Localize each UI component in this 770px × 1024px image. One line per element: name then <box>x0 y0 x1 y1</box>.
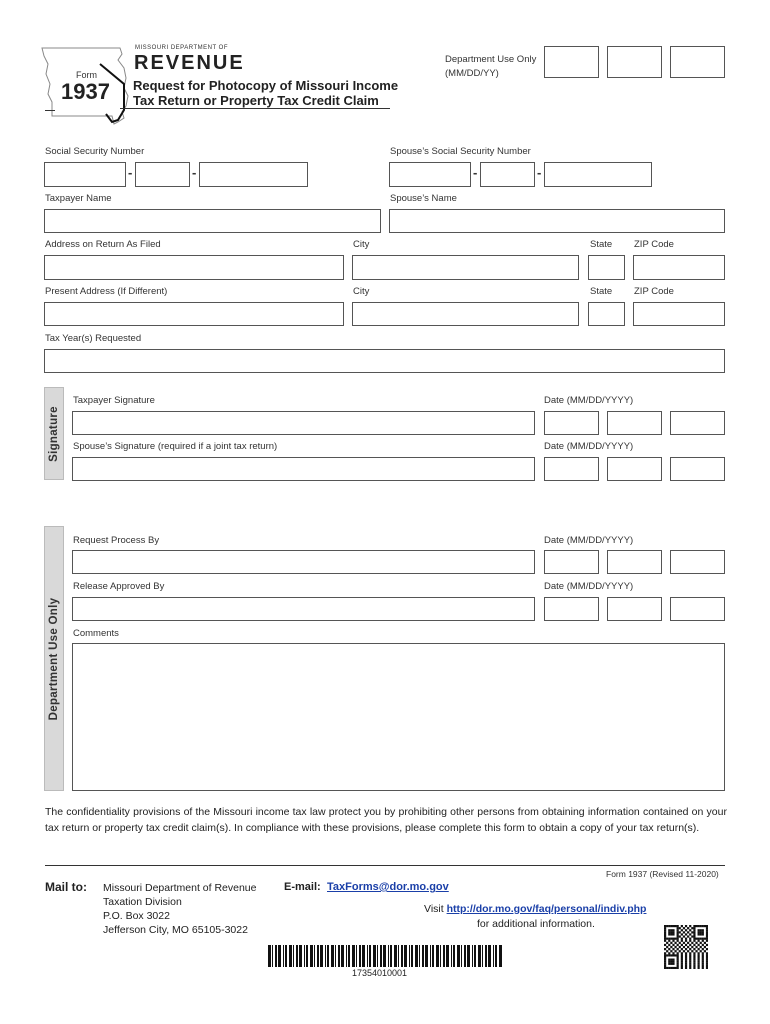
taxpayer-sig-date-label: Date (MM/DD/YYYY) <box>544 395 634 406</box>
ssn-label: Social Security Number <box>45 146 145 157</box>
dept-use-only-label: Department Use Only <box>445 54 537 65</box>
taxpayer-sig-year[interactable] <box>670 411 725 435</box>
present-zip-input[interactable] <box>633 302 725 326</box>
request-process-date-label: Date (MM/DD/YYYY) <box>544 535 634 546</box>
release-approved-day[interactable] <box>607 597 662 621</box>
spouse-signature-input[interactable] <box>72 457 535 481</box>
spouse-ssn-part3[interactable] <box>544 162 652 187</box>
spouse-ssn-part2[interactable] <box>480 162 535 187</box>
state-label: State <box>590 239 613 250</box>
confidentiality-notice: The confidentiality provisions of the Missouri income tax law protect you by prohibiting other persons from obtaining information contained on your tax return or property tax credit claim(s). In compliance with these provisions, please complete this form to obtain a copy of your tax return(s). <box>45 806 727 834</box>
barcode-number: 17354010001 <box>352 968 408 978</box>
visit-line <box>424 903 646 915</box>
visit-url-link[interactable]: http://dor.mo.gov/faq/personal/indiv.php <box>446 903 647 915</box>
release-approved-month[interactable] <box>544 597 599 621</box>
state-input[interactable] <box>588 255 625 280</box>
release-approved-input[interactable] <box>72 597 535 621</box>
tax-years-input[interactable] <box>44 349 725 373</box>
dept-date-year[interactable] <box>670 46 725 78</box>
city-input[interactable] <box>352 255 579 280</box>
mail-address-line: P.O. Box 3022 <box>103 910 170 922</box>
release-approved-year[interactable] <box>670 597 725 621</box>
qr-code-icon <box>664 925 708 969</box>
spouse-signature-label: Spouse’s Signature (required if a joint tax return) <box>73 441 278 452</box>
spouse-ssn-label: Spouse’s Social Security Number <box>390 146 531 157</box>
dept-section-label: Department Use Only <box>48 597 60 720</box>
present-state-label: State <box>590 286 613 297</box>
comments-label: Comments <box>73 628 119 639</box>
spouse-sig-date-label: Date (MM/DD/YYYY) <box>544 441 634 452</box>
ssn-part3[interactable] <box>199 162 308 187</box>
present-city-input[interactable] <box>352 302 579 326</box>
email-link[interactable]: TaxForms@dor.mo.gov <box>327 881 449 893</box>
form-title-line2: Tax Return or Property Tax Credit Claim <box>133 93 379 108</box>
request-process-day[interactable] <box>607 550 662 574</box>
zip-label: ZIP Code <box>634 239 674 250</box>
address-filed-input[interactable] <box>44 255 344 280</box>
request-process-month[interactable] <box>544 550 599 574</box>
form-revision: Form 1937 (Revised 11-2020) <box>606 869 719 879</box>
form-title-line1: Request for Photocopy of Missouri Income <box>133 78 399 93</box>
revenue-logo: REVENUE <box>134 52 245 74</box>
dept-line: MISSOURI DEPARTMENT OF <box>135 45 229 51</box>
email-label: E-mail: <box>284 881 321 893</box>
city-label: City <box>353 239 370 250</box>
form-number: 1937 <box>61 79 110 104</box>
spouse-ssn-dash1: - <box>473 165 478 180</box>
address-filed-label: Address on Return As Filed <box>45 239 161 250</box>
taxpayer-signature-input[interactable] <box>72 411 535 435</box>
ssn-part1[interactable] <box>44 162 126 187</box>
present-city-label: City <box>353 286 370 297</box>
visit-suffix: for additional information. <box>477 918 595 930</box>
spouse-sig-year[interactable] <box>670 457 725 481</box>
footer-rule <box>45 865 725 866</box>
dept-date-month[interactable] <box>544 46 599 78</box>
form-label: Form <box>76 70 97 80</box>
dept-use-format: (MM/DD/YY) <box>445 68 499 79</box>
tax-years-label: Tax Year(s) Requested <box>45 333 142 344</box>
mail-address-line: Taxation Division <box>103 896 182 908</box>
present-address-label: Present Address (If Different) <box>45 286 168 297</box>
signature-section-bar <box>44 387 64 480</box>
comments-input[interactable] <box>72 643 725 791</box>
taxpayer-sig-day[interactable] <box>607 411 662 435</box>
spouse-ssn-part1[interactable] <box>389 162 471 187</box>
present-zip-label: ZIP Code <box>634 286 674 297</box>
ssn-part2[interactable] <box>135 162 190 187</box>
request-process-input[interactable] <box>72 550 535 574</box>
spouse-name-label: Spouse’s Name <box>390 193 457 204</box>
signature-section-label: Signature <box>48 405 60 462</box>
request-process-label: Request Process By <box>73 535 160 546</box>
present-address-input[interactable] <box>44 302 344 326</box>
visit-prefix: Visit <box>424 903 444 915</box>
dept-date-day[interactable] <box>607 46 662 78</box>
mail-address-line: Jefferson City, MO 65105-3022 <box>103 924 248 936</box>
spouse-sig-day[interactable] <box>607 457 662 481</box>
present-state-input[interactable] <box>588 302 625 326</box>
taxpayer-signature-label: Taxpayer Signature <box>73 395 155 406</box>
dept-section-bar <box>44 526 64 791</box>
release-approved-label: Release Approved By <box>73 581 165 592</box>
ssn-dash2: - <box>192 165 197 180</box>
title-rule <box>120 108 390 109</box>
taxpayer-sig-month[interactable] <box>544 411 599 435</box>
request-process-year[interactable] <box>670 550 725 574</box>
spouse-ssn-dash2: - <box>537 165 542 180</box>
mail-address <box>103 881 257 937</box>
mail-to-label: Mail to: <box>45 880 87 894</box>
mail-address-line: Missouri Department of Revenue <box>103 882 257 894</box>
form-number-underline <box>45 110 55 111</box>
taxpayer-name-label: Taxpayer Name <box>45 193 112 204</box>
zip-input[interactable] <box>633 255 725 280</box>
spouse-sig-month[interactable] <box>544 457 599 481</box>
release-approved-date-label: Date (MM/DD/YYYY) <box>544 581 634 592</box>
taxpayer-name-input[interactable] <box>44 209 381 233</box>
ssn-dash1: - <box>128 165 133 180</box>
spouse-name-input[interactable] <box>389 209 725 233</box>
barcode-icon <box>268 945 502 967</box>
